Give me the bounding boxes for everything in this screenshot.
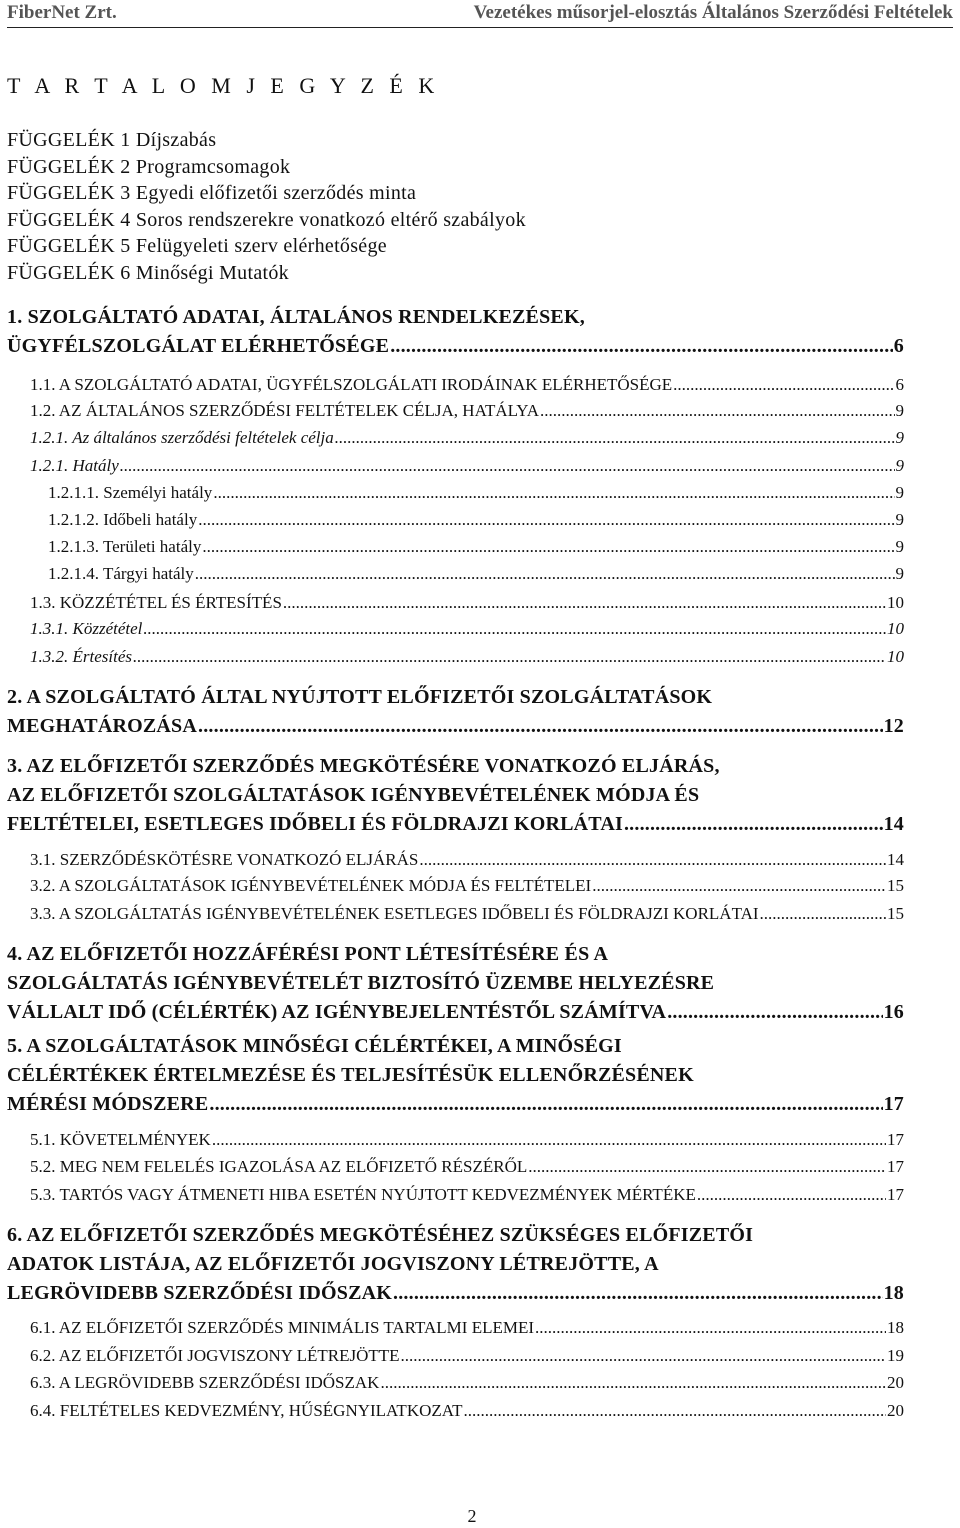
toc-entry-line — [7, 998, 904, 1027]
toc-entry-line — [30, 1155, 904, 1178]
toc-page-number: 10 — [887, 647, 904, 666]
toc-entry-line — [7, 1250, 904, 1279]
toc-entry-line — [7, 1090, 904, 1119]
toc-entry-line — [30, 1371, 904, 1394]
toc-leader-dots — [335, 426, 895, 449]
toc-entry-line — [30, 373, 904, 396]
toc-entry-text: 6. AZ ELŐFIZETŐI SZERZŐDÉS MEGKÖTÉSÉHEZ SZÜKSÉGES ELŐFIZETŐI — [7, 1224, 754, 1246]
toc-entry-line — [30, 902, 904, 925]
toc-entry-line — [7, 810, 904, 839]
toc-page-number: 9 — [895, 483, 904, 502]
toc-entry-text: CÉLÉRTÉKEK ÉRTELMEZÉSE ÉS TELJESÍTÉSÜK ELLENŐRZÉSÉNEK — [7, 1064, 694, 1086]
toc-entry-line — [7, 752, 904, 781]
toc-entry-text: 1.1. A SZOLGÁLTATÓ ADATAI, ÜGYFÉLSZOLGÁLATI IRODÁINAK ELÉRHETŐSÉGE — [30, 375, 673, 394]
appendix-item[interactable]: FÜGGELÉK 3 Egyedi előfizetői szerződés minta — [7, 182, 417, 205]
toc-leader-dots — [401, 1344, 886, 1367]
toc-page-number: 9 — [895, 428, 904, 447]
toc-entry-text: 1.2. AZ ÁLTALÁNOS SZERZŐDÉSI FELTÉTELEK CÉLJA, HATÁLYA — [30, 401, 539, 420]
header-company: FiberNet Zrt. — [7, 2, 117, 23]
toc-leader-dots — [198, 508, 894, 531]
toc-leader-dots — [697, 1183, 886, 1206]
toc-entry-text: FELTÉTELEI, ESETLEGES IDŐBELI ÉS FÖLDRAJZI KORLÁTAI — [7, 813, 623, 835]
toc-leader-dots — [202, 535, 894, 558]
toc-leader-dots — [540, 399, 895, 422]
toc-leader-dots — [198, 712, 883, 741]
toc-entry-line — [30, 1316, 904, 1339]
toc-leader-dots — [673, 373, 894, 396]
toc-entry-line — [30, 874, 904, 897]
toc-entry-text: ÜGYFÉLSZOLGÁLAT ELÉRHETŐSÉGE — [7, 335, 390, 357]
toc-page-number: 18 — [883, 1282, 904, 1304]
toc-entry-text: MEGHATÁROZÁSA — [7, 715, 198, 737]
toc-page-number: 9 — [895, 401, 904, 420]
toc-leader-dots — [133, 645, 886, 668]
toc-entry-text: 5.2. MEG NEM FELELÉS IGAZOLÁSA AZ ELŐFIZETŐ RÉSZÉRŐL — [30, 1157, 528, 1176]
toc-entry-text: 1.2.1. Hatály — [30, 456, 119, 475]
appendix-item[interactable]: FÜGGELÉK 2 Programcsomagok — [7, 155, 291, 178]
toc-page-number: 18 — [887, 1318, 904, 1337]
toc-leader-dots — [393, 1279, 883, 1308]
toc-entry-line — [7, 781, 904, 810]
toc-page-number: 10 — [887, 593, 904, 612]
appendix-item[interactable]: FÜGGELÉK 5 Felügyeleti szerv elérhetősége — [7, 235, 387, 258]
toc-page-number: 20 — [887, 1401, 904, 1420]
toc-entry-text: 1.2.1.2. Időbeli hatály — [48, 510, 198, 529]
toc-leader-dots — [592, 874, 886, 897]
toc-leader-dots — [209, 1090, 882, 1119]
toc-entry-text: 6.2. AZ ELŐFIZETŐI JOGVISZONY LÉTREJÖTTE — [30, 1346, 400, 1365]
toc-entry-line — [48, 481, 904, 504]
toc-leader-dots — [464, 1399, 886, 1422]
toc-page-number: 17 — [887, 1185, 904, 1204]
toc-entry-line — [30, 1399, 904, 1422]
toc-page-number: 9 — [895, 537, 904, 556]
toc-entry-text: 1.2.1.3. Területi hatály — [48, 537, 202, 556]
toc-entry-text: 3. AZ ELŐFIZETŐI SZERZŐDÉS MEGKÖTÉSÉRE VONATKOZÓ ELJÁRÁS, — [7, 755, 720, 777]
toc-entry-line — [30, 591, 904, 614]
appendix-item[interactable]: FÜGGELÉK 6 Minőségi Mutatók — [7, 261, 289, 284]
toc-page-number: 6 — [895, 375, 904, 394]
toc-entry-text: 6.4. FELTÉTELES KEDVEZMÉNY, HŰSÉGNYILATKOZAT — [30, 1401, 463, 1420]
toc-entry-line — [7, 683, 904, 712]
toc-entry-text: LEGRÖVIDEBB SZERZŐDÉSI IDŐSZAK — [7, 1282, 393, 1304]
header-document-title: Vezetékes műsorjel-elosztás Általános Szerződési Feltételek — [473, 2, 953, 23]
toc-leader-dots — [212, 1128, 886, 1151]
toc-page-number: 10 — [887, 619, 904, 638]
toc-leader-dots — [528, 1155, 886, 1178]
toc-entry-line — [7, 712, 904, 741]
toc-entry-text: MÉRÉSI MÓDSZERE — [7, 1093, 209, 1115]
toc-entry-line — [7, 1061, 904, 1090]
appendix-item[interactable]: FÜGGELÉK 4 Soros rendszerekre vonatkozó eltérő szabályok — [7, 208, 526, 231]
toc-page-number: 14 — [883, 813, 904, 835]
toc-entry-line — [30, 426, 904, 449]
toc-page-number: 9 — [895, 510, 904, 529]
toc-page-number: 20 — [887, 1373, 904, 1392]
toc-entry-line — [7, 1279, 904, 1308]
toc-entry-text: VÁLLALT IDŐ (CÉLÉRTÉK) AZ IGÉNYBEJELENTÉSTŐL SZÁMÍTVA — [7, 1001, 667, 1023]
toc-entry-line — [30, 399, 904, 422]
toc-entry-line — [7, 332, 904, 361]
toc-entry-text: 2. A SZOLGÁLTATÓ ÁLTAL NYÚJTOTT ELŐFIZETŐI SZOLGÁLTATÁSOK — [7, 686, 713, 708]
toc-leader-dots — [120, 454, 895, 477]
toc-entry-text: AZ ELŐFIZETŐI SZOLGÁLTATÁSOK IGÉNYBEVÉTELÉNEK MÓDJA ÉS — [7, 784, 700, 806]
toc-entry-line — [7, 1221, 904, 1250]
toc-leader-dots — [390, 332, 893, 361]
toc-entry-text: 1.2.1.1. Személyi hatály — [48, 483, 213, 502]
toc-entry-text: 1.3. KÖZZÉTÉTEL ÉS ÉRTESÍTÉS — [30, 593, 282, 612]
toc-entry-text: 5. A SZOLGÁLTATÁSOK MINŐSÉGI CÉLÉRTÉKEI, A MINŐSÉGI — [7, 1035, 622, 1057]
toc-entry-line — [7, 1032, 904, 1061]
toc-entry-line — [7, 303, 904, 332]
toc-entry-line — [7, 969, 904, 998]
appendix-item[interactable]: FÜGGELÉK 1 Díjszabás — [7, 129, 217, 151]
toc-entry-text: 6.3. A LEGRÖVIDEBB SZERZŐDÉSI IDŐSZAK — [30, 1373, 380, 1392]
toc-leader-dots — [667, 998, 882, 1027]
toc-entry-text: 3.2. A SZOLGÁLTATÁSOK IGÉNYBEVÉTELÉNEK MÓDJA ÉS FELTÉTELEI — [30, 876, 592, 895]
toc-entry-line — [7, 940, 904, 969]
toc-page-number: 9 — [895, 564, 904, 583]
toc-page-number: 15 — [887, 876, 904, 895]
toc-entry-text: 1. SZOLGÁLTATÓ ADATAI, ÁLTALÁNOS RENDELKEZÉSEK, — [7, 306, 585, 328]
toc-entry-text: 4. AZ ELŐFIZETŐI HOZZÁFÉRÉSI PONT LÉTESÍTÉSÉRE ÉS A — [7, 943, 609, 965]
toc-page-number: 12 — [883, 715, 904, 737]
toc-entry-line — [30, 617, 904, 640]
toc-leader-dots — [760, 902, 886, 925]
toc-leader-dots — [380, 1371, 886, 1394]
toc-entry-line — [30, 645, 904, 668]
toc-entry-line — [30, 1128, 904, 1151]
toc-entry-line — [30, 1344, 904, 1367]
toc-entry-line — [30, 848, 904, 871]
toc-leader-dots — [624, 810, 883, 839]
toc-page-number: 9 — [895, 456, 904, 475]
toc-page-number: 16 — [883, 1001, 904, 1023]
toc-entry-text: 3.3. A SZOLGÁLTATÁS IGÉNYBEVÉTELÉNEK ESETLEGES IDŐBELI ÉS FÖLDRAJZI KORLÁTAI — [30, 904, 759, 923]
toc-leader-dots — [143, 617, 886, 640]
toc-page-number: 17 — [887, 1130, 904, 1149]
toc-leader-dots — [283, 591, 886, 614]
toc-page-number: 17 — [883, 1093, 904, 1115]
toc-leader-dots — [213, 481, 894, 504]
toc-leader-dots — [419, 848, 886, 871]
toc-title: T A R T A L O M J E G Y Z É K — [7, 73, 440, 98]
toc-page-number: 15 — [887, 904, 904, 923]
toc-entry-text: ADATOK LISTÁJA, AZ ELŐFIZETŐI JOGVISZONY LÉTREJÖTTE, A — [7, 1253, 659, 1275]
toc-leader-dots — [195, 562, 895, 585]
toc-entry-line — [48, 562, 904, 585]
toc-entry-text: 1.2.1.4. Tárgyi hatály — [48, 564, 194, 583]
toc-page-number: 6 — [893, 335, 904, 357]
page-number: 2 — [467, 1506, 477, 1526]
toc-entry-text: 6.1. AZ ELŐFIZETŐI SZERZŐDÉS MINIMÁLIS TARTALMI ELEMEI — [30, 1318, 535, 1337]
toc-entry-text: 3.1. SZERZŐDÉSKÖTÉSRE VONATKOZÓ ELJÁRÁS — [30, 850, 419, 869]
toc-entry-line — [30, 454, 904, 477]
toc-entry-text: SZOLGÁLTATÁS IGÉNYBEVÉTELÉT BIZTOSÍTÓ ÜZEMBE HELYEZÉSRE — [7, 972, 715, 994]
toc-page-number: 17 — [887, 1157, 904, 1176]
toc-entry-line — [30, 1183, 904, 1206]
toc-page-number: 14 — [887, 850, 904, 869]
toc-entry-line — [48, 508, 904, 531]
toc-leader-dots — [535, 1316, 886, 1339]
toc-entry-text: 5.3. TARTÓS VAGY ÁTMENETI HIBA ESETÉN NYÚJTOTT KEDVEZMÉNYEK MÉRTÉKE — [30, 1185, 696, 1204]
toc-entry-text: 1.3.1. Közzététel — [30, 619, 143, 638]
toc-entry-text: 5.1. KÖVETELMÉNYEK — [30, 1130, 211, 1149]
toc-entry-text: 1.3.2. Értesítés — [30, 647, 132, 666]
toc-entry-line — [48, 535, 904, 558]
toc-entry-text: 1.2.1. Az általános szerződési feltételek célja — [30, 428, 334, 447]
toc-page-number: 19 — [887, 1346, 904, 1365]
